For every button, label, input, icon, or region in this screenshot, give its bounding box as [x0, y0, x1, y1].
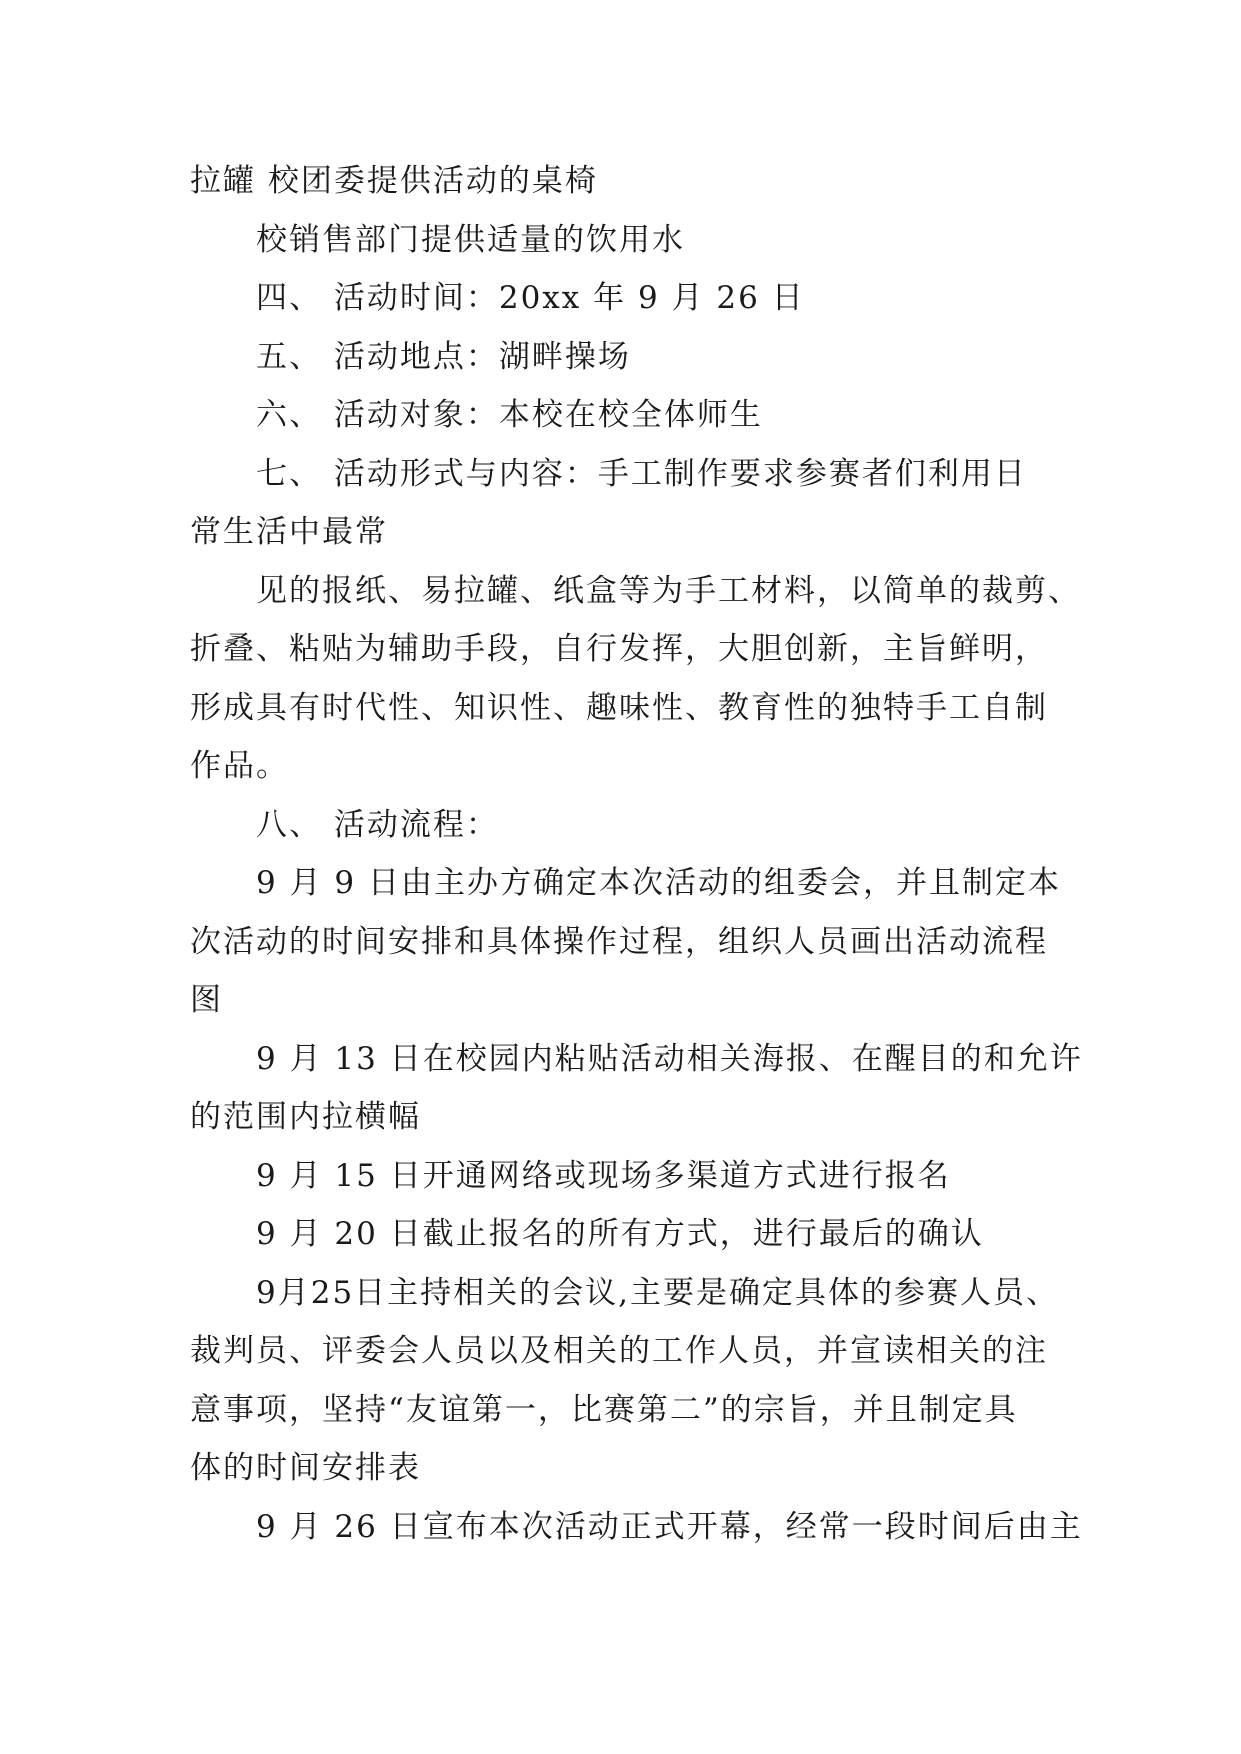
text-line: 9 月 15 日开通网络或现场多渠道方式进行报名 — [256, 1157, 951, 1194]
text-line: 9 月 9 日由主办方确定本次活动的组委会，并且制定本 — [256, 865, 1062, 901]
text-line: 裁判员、评委会人员以及相关的工作人员，并宣读相关的注 — [190, 1333, 1048, 1369]
text-line: 七、 活动形式与内容：手工制作要求参赛者们利用日 — [256, 455, 1027, 492]
text-line: 见的报纸、易拉罐、纸盒等为手工材料，以简单的裁剪、 — [256, 572, 1081, 609]
text-line: 9月25日主持相关的会议,主要是确定具体的参赛人员、 — [256, 1274, 1060, 1311]
text-line: 形成具有时代性、知识性、趣味性、教育性的独特手工自制 — [190, 689, 1048, 726]
text-line: 9 月 26 日宣布本次活动正式开幕，经常一段时间后由主 — [256, 1508, 1083, 1545]
text-line: 六、 活动对象：本校在校全体师生 — [256, 397, 763, 433]
text-line: 9 月 20 日截止报名的所有方式，进行最后的确认 — [256, 1216, 984, 1252]
text-line: 的范围内拉横幅 — [190, 1099, 421, 1135]
text-line: 体的时间安排表 — [190, 1450, 421, 1486]
text-line: 八、 活动流程： — [256, 806, 499, 843]
text-line: 五、 活动地点：湖畔操场 — [256, 338, 631, 375]
text-line: 折叠、粘贴为辅助手段，自行发挥，大胆创新，主旨鲜明， — [190, 631, 1048, 667]
text-line: 意事项，坚持“友谊第一，比赛第二”的宗旨，并且制定具 — [190, 1391, 1018, 1428]
text-line: 拉罐 校团委提供活动的桌椅 — [190, 163, 598, 199]
text-line: 图 — [190, 982, 223, 1018]
text-line: 常生活中最常 — [190, 514, 388, 550]
text-line: 校销售部门提供适量的饮用水 — [256, 221, 685, 258]
text-line: 9 月 13 日在校园内粘贴活动相关海报、在醒目的和允许 — [256, 1040, 1083, 1077]
text-line: 四、 活动时间：20xx 年 9 月 26 日 — [256, 280, 805, 316]
text-line: 作品。 — [190, 748, 289, 784]
document-body — [190, 152, 1083, 1556]
text-line: 次活动的时间安排和具体操作过程，组织人员画出活动流程 — [190, 923, 1048, 960]
